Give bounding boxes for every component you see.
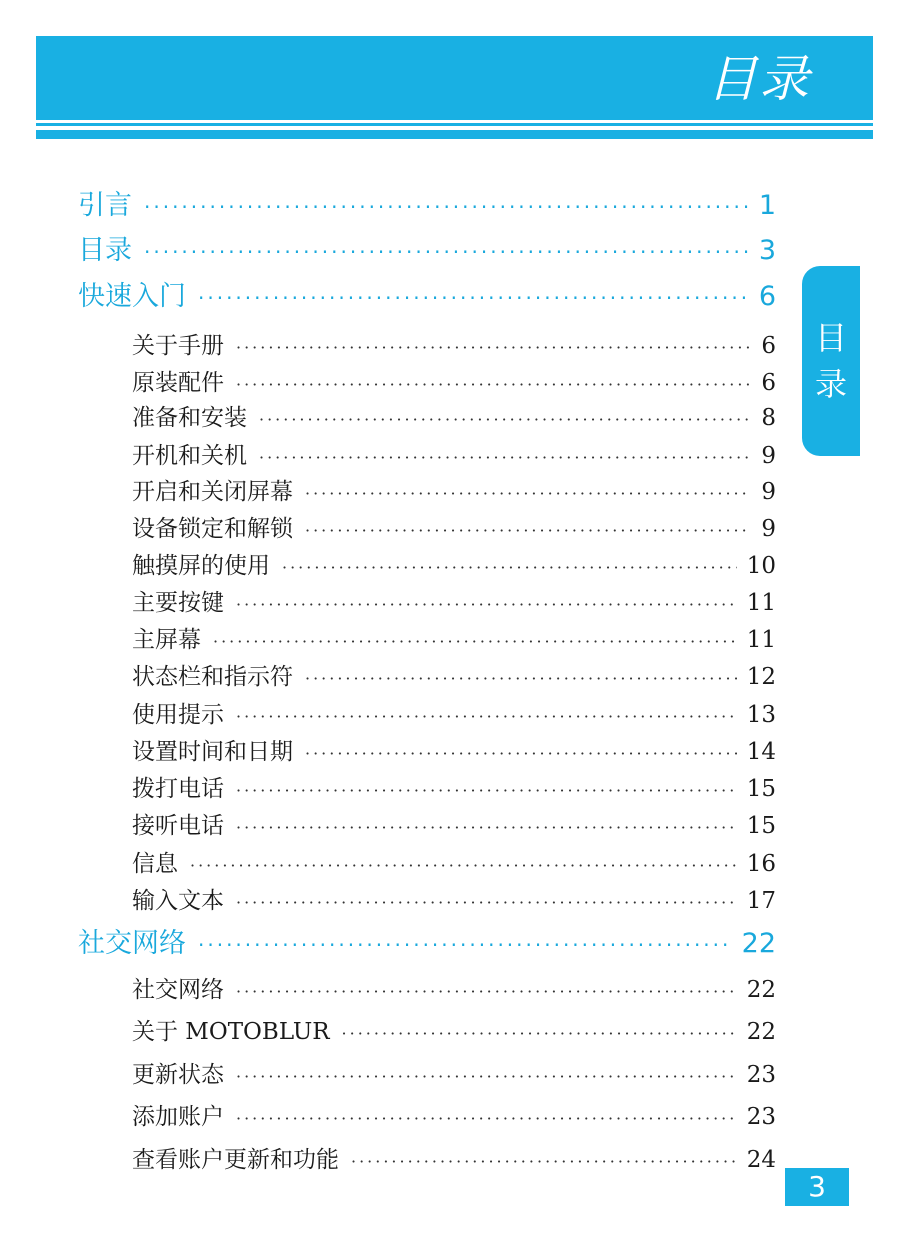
toc-entry-page: 22 — [741, 928, 776, 959]
toc-entry-label: 状态栏和指示符 — [132, 664, 293, 690]
toc-entry-label: 关于 MOTOBLUR — [132, 1019, 330, 1045]
toc-entry-label: 开机和关机 — [132, 443, 247, 469]
toc-entry-label: 使用提示 — [132, 702, 224, 728]
toc-dot-leader — [236, 588, 737, 622]
page-number: 3 — [808, 1170, 826, 1203]
toc-entry[interactable] — [132, 1015, 776, 1051]
toc-dot-leader — [236, 700, 737, 734]
toc-dot-leader — [342, 1017, 737, 1051]
toc-entry-label: 原装配件 — [132, 370, 224, 396]
toc-entry-label: 社交网络 — [78, 928, 186, 959]
toc-entry-label: 主要按键 — [132, 590, 224, 616]
toc-entry-label: 查看账户更新和功能 — [132, 1147, 339, 1173]
toc-entry-page: 3 — [758, 235, 776, 266]
toc-entry-label: 信息 — [132, 851, 178, 877]
toc-entry-page: 13 — [746, 702, 776, 728]
toc-dot-leader — [236, 811, 737, 845]
toc-entry-page: 9 — [761, 443, 776, 469]
toc-entry[interactable] — [132, 401, 776, 437]
toc-entry[interactable] — [78, 231, 776, 272]
toc-entry-page: 9 — [761, 479, 776, 505]
toc-dot-leader — [144, 232, 749, 272]
toc-dot-leader — [198, 925, 732, 965]
toc-entry-label: 输入文本 — [132, 888, 224, 914]
toc-entry[interactable] — [78, 186, 776, 227]
toc-entry-page: 12 — [746, 664, 776, 690]
toc-dot-leader — [213, 625, 737, 659]
toc-entry[interactable] — [132, 549, 776, 585]
toc-dot-leader — [236, 975, 737, 1009]
page-title: 目录 — [707, 50, 811, 108]
toc-dot-leader — [236, 1060, 737, 1094]
toc-dot-leader — [305, 737, 737, 771]
toc-entry-label: 拨打电话 — [132, 776, 224, 802]
toc-entry-label: 开启和关闭屏幕 — [132, 479, 293, 505]
toc-entry[interactable] — [132, 847, 776, 883]
toc-entry-page: 6 — [758, 281, 776, 312]
toc-entry-label: 主屏幕 — [132, 627, 201, 653]
toc-entry-page: 16 — [746, 851, 776, 877]
toc-entry-page: 14 — [746, 739, 776, 765]
toc-dot-leader — [198, 278, 749, 318]
toc-entry-page: 1 — [758, 190, 776, 221]
toc-entry-page: 11 — [746, 590, 776, 616]
toc-entry[interactable] — [132, 623, 776, 659]
toc-entry-page: 23 — [746, 1062, 776, 1088]
toc-entry[interactable] — [132, 329, 776, 365]
toc-entry[interactable] — [132, 1100, 776, 1136]
toc-dot-leader — [259, 441, 751, 475]
toc-dot-leader — [282, 551, 737, 585]
toc-dot-leader — [190, 849, 737, 883]
toc-entry-label: 准备和安装 — [132, 405, 247, 431]
toc-entry[interactable] — [132, 1058, 776, 1094]
toc-dot-leader — [236, 331, 751, 365]
toc-entry[interactable] — [132, 586, 776, 622]
toc-entry-label: 设备锁定和解锁 — [132, 516, 293, 542]
toc-entry-page: 22 — [746, 1019, 776, 1045]
toc-entry[interactable] — [132, 884, 776, 920]
toc-entry-label: 更新状态 — [132, 1062, 224, 1088]
toc-dot-leader — [236, 886, 737, 920]
toc-entry-label: 目录 — [78, 235, 132, 266]
toc-entry-page: 10 — [746, 553, 776, 579]
toc-entry-page: 15 — [746, 776, 776, 802]
toc-entry-page: 17 — [746, 888, 776, 914]
toc-entry-page: 22 — [746, 977, 776, 1003]
toc-entry-label: 关于手册 — [132, 333, 224, 359]
toc-entry[interactable] — [132, 1143, 776, 1179]
toc-entry-label: 接听电话 — [132, 813, 224, 839]
toc-entry-page: 8 — [761, 405, 776, 431]
toc-entry-page: 15 — [746, 813, 776, 839]
toc-entry-page: 9 — [761, 516, 776, 542]
toc-dot-leader — [236, 368, 751, 402]
toc-dot-leader — [144, 187, 749, 227]
toc-dot-leader — [236, 774, 737, 808]
toc-entry[interactable] — [132, 475, 776, 511]
side-tab-char: 目 — [814, 319, 847, 357]
toc-entry-page: 11 — [746, 627, 776, 653]
toc-dot-leader — [305, 477, 751, 511]
toc-entry[interactable] — [132, 809, 776, 845]
toc-entry-label: 添加账户 — [132, 1104, 224, 1130]
toc-entry[interactable] — [132, 973, 776, 1009]
toc-entry[interactable] — [132, 512, 776, 548]
toc-entry[interactable] — [132, 366, 776, 402]
toc-entry-label: 社交网络 — [132, 977, 224, 1003]
toc-dot-leader — [305, 514, 751, 548]
toc-entry-label: 设置时间和日期 — [132, 739, 293, 765]
toc-entry-page: 23 — [746, 1104, 776, 1130]
toc-entry[interactable] — [132, 698, 776, 734]
toc-dot-leader — [351, 1145, 737, 1179]
toc-dot-leader — [305, 662, 737, 696]
toc-entry[interactable] — [132, 772, 776, 808]
toc-entry-label: 引言 — [78, 190, 132, 221]
toc-entry[interactable] — [132, 439, 776, 475]
toc-entry[interactable] — [78, 924, 776, 965]
toc-entry[interactable] — [132, 660, 776, 696]
toc-entry-page: 24 — [746, 1147, 776, 1173]
toc-entry[interactable] — [78, 277, 776, 318]
toc-dot-leader — [236, 1102, 737, 1136]
page-number-box — [785, 1168, 849, 1206]
toc-entry-label: 触摸屏的使用 — [132, 553, 270, 579]
toc-entry-page: 6 — [761, 370, 776, 396]
toc-entry-page: 6 — [761, 333, 776, 359]
toc-dot-leader — [259, 403, 751, 437]
side-tab-char: 录 — [814, 365, 847, 403]
toc-entry-label: 快速入门 — [78, 281, 186, 312]
toc-entry[interactable] — [132, 735, 776, 771]
